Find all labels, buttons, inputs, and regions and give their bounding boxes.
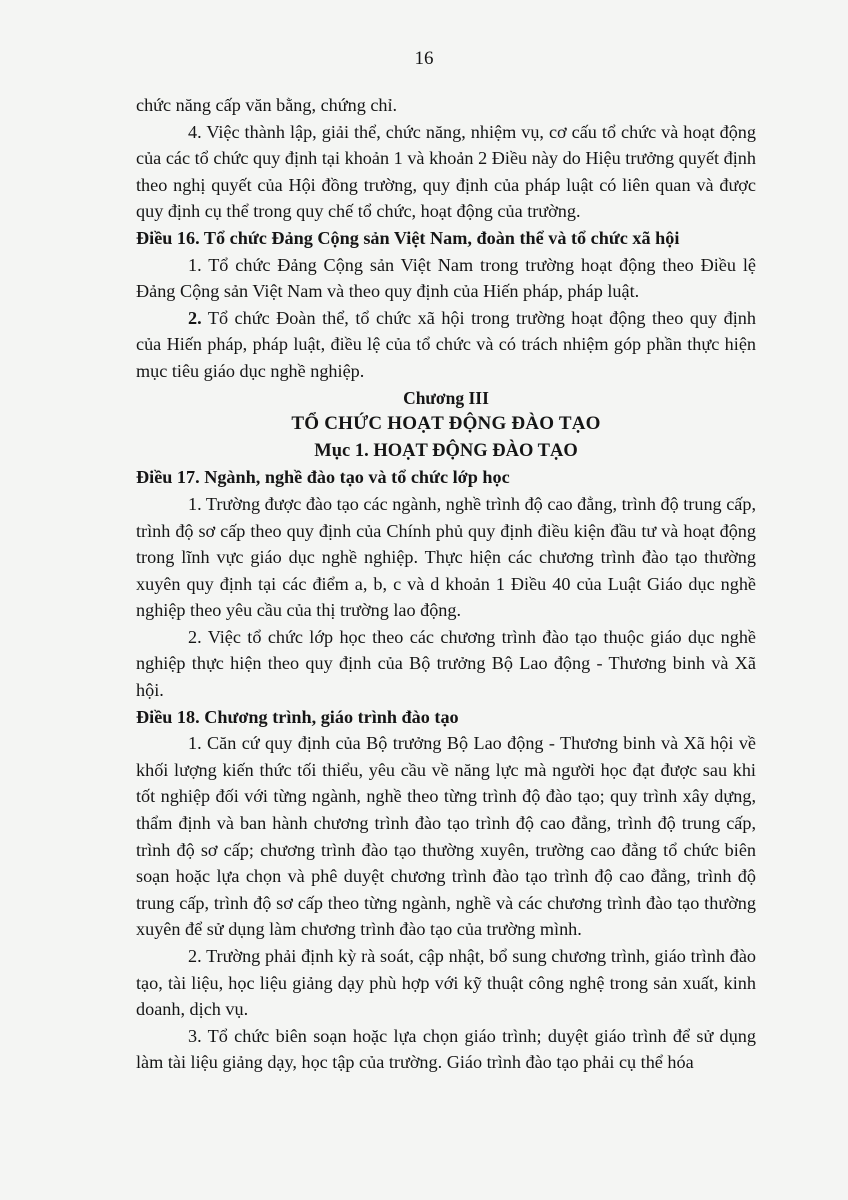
paragraph-article16-clause2 bbox=[136, 305, 756, 385]
paragraph-article15-clause4: 4. Việc thành lập, giải thể, chức năng, nhiệm vụ, cơ cấu tổ chức và hoạt động của các tổ chức quy định tại khoản 1 và khoản 2 Điều này do Hiệu trưởng quyết định theo nghị quyết của Hội đồng trường, quy định của pháp luật có liên quan và được quy định cụ thể trong quy chế tổ chức, hoạt động của trường. bbox=[136, 121, 756, 222]
document-body bbox=[136, 92, 756, 1076]
paragraph-article18-clause2: 2. Trường phải định kỳ rà soát, cập nhật, bổ sung chương trình, giáo trình đào tạo, tài liệu, học liệu giảng dạy phù hợp với kỹ thuật công nghệ trong sản xuất, kinh doanh, dịch vụ. bbox=[136, 946, 756, 1020]
paragraph-article18-clause1: 1. Căn cứ quy định của Bộ trưởng Bộ Lao động - Thương binh và Xã hội về khối lượng kiến thức tối thiểu, yêu cầu về năng lực mà người học đạt được sau khi tốt nghiệp đối với từng ngành, nghề theo từng trình độ đào tạo; quy trình xây dựng, thẩm định và ban hành chương trình đào tạo trình độ cao đẳng, trình độ trung cấp, trình độ sơ cấp; chương trình đào tạo thường xuyên, trường cao đẳng tổ chức biên soạn hoặc lựa chọn và phê duyệt chương trình đào tạo trình độ cao đẳng, trình độ trung cấp, trình độ sơ cấp theo từng ngành, nghề và các chương trình đào tạo thường xuyên để sử dụng làm chương trình đào tạo của trường mình. bbox=[136, 733, 756, 940]
page-number: 16 bbox=[414, 48, 434, 69]
section-title: Mục 1. HOẠT ĐỘNG ĐÀO TẠO bbox=[314, 440, 578, 461]
article-18-heading: Điều 18. Chương trình, giáo trình đào tạo bbox=[136, 706, 459, 727]
clause-text: Tổ chức Đoàn thể, tổ chức xã hội trong trường hoạt động theo quy định của Hiến pháp, pháp luật, điều lệ của tổ chức và có trách nhiệm góp phần thực hiện mục tiêu giáo dục nghề nghiệp. bbox=[136, 307, 756, 381]
paragraph-article18-clause3: 3. Tổ chức biên soạn hoặc lựa chọn giáo trình; duyệt giáo trình để sử dụng làm tài liệu giảng dạy, học tập của trường. Giáo trình đào tạo phải cụ thể hóa bbox=[136, 1025, 756, 1073]
clause-number: 2. bbox=[188, 307, 202, 328]
chapter-label: Chương III bbox=[403, 387, 489, 408]
paragraph-continuation: chức năng cấp văn bằng, chứng chỉ. bbox=[136, 95, 398, 115]
paragraph-article16-clause1: 1. Tổ chức Đảng Cộng sản Việt Nam trong trường hoạt động theo Điều lệ Đảng Cộng sản Việt Nam và theo quy định của Hiến pháp, pháp luật. bbox=[136, 254, 756, 302]
chapter-title: TỔ CHỨC HOẠT ĐỘNG ĐÀO TẠO bbox=[291, 413, 601, 435]
paragraph-article17-clause1: 1. Trường được đào tạo các ngành, nghề trình độ cao đẳng, trình độ trung cấp, trình độ sơ cấp theo quy định của Chính phủ quy định điều kiện đầu tư và hoạt động trong lĩnh vực giáo dục nghề nghiệp. Thực hiện các chương trình đào tạo thường xuyên quy định tại các điểm a, b, c và d khoản 1 Điều 40 của Luật Giáo dục nghề nghiệp theo yêu cầu của thị trường lao động. bbox=[136, 493, 756, 621]
article-16-heading: Điều 16. Tổ chức Đảng Cộng sản Việt Nam, đoàn thể và tổ chức xã hội bbox=[136, 227, 680, 248]
paragraph-article17-clause2: 2. Việc tổ chức lớp học theo các chương trình đào tạo thuộc giáo dục nghề nghiệp thực hiện theo quy định của Bộ trưởng Bộ Lao động - Thương binh và Xã hội. bbox=[136, 626, 756, 701]
article-17-heading: Điều 17. Ngành, nghề đào tạo và tổ chức lớp học bbox=[136, 467, 510, 488]
